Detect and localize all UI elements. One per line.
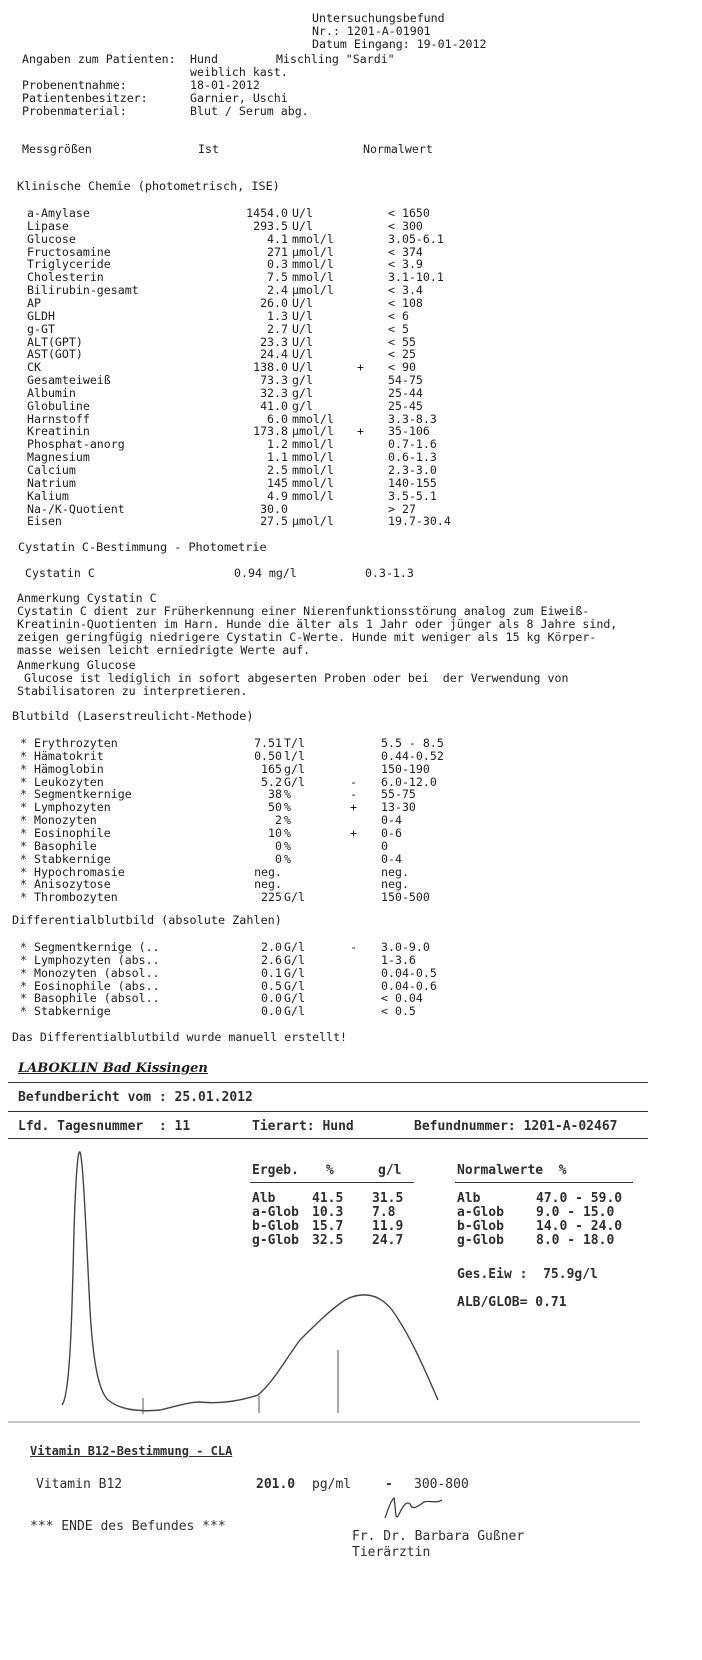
patient-label: Angaben zum Patienten: xyxy=(22,52,176,66)
vitamin-normal: 300-800 xyxy=(414,1477,469,1492)
row-name: Gesamteiweiß xyxy=(27,373,111,388)
row-value: 6.0 xyxy=(267,411,288,426)
row-unit: g/l xyxy=(292,398,313,413)
tagesnummer: Lfd. Tagesnummer : 11 xyxy=(18,1119,191,1134)
row-normal: 0.7-1.6 xyxy=(388,437,437,452)
row-normal: 55-75 xyxy=(381,787,416,802)
material-label: Probenmaterial: xyxy=(22,104,127,118)
report-number: Nr.: 1201-A-01901 xyxy=(312,24,431,38)
row-normal: 0.6-1.3 xyxy=(388,450,437,465)
row-name: a-Amylase xyxy=(27,206,90,220)
row-name: AP xyxy=(27,295,41,310)
glucose-note-title: Anmerkung Glucose xyxy=(17,658,136,672)
cystatin-note-line: Cystatin C dient zur Früherkennung einer Nierenfunktionsstörung analog zum Eiweiß- xyxy=(17,604,590,618)
row-flag: - xyxy=(350,940,357,954)
fraction-percent: 15.7 xyxy=(312,1219,344,1234)
row-unit: U/l xyxy=(292,218,313,233)
receipt-date: Datum Eingang: 19-01-2012 xyxy=(312,37,487,51)
row-normal: < 0.04 xyxy=(381,991,423,1006)
fraction-gl: 24.7 xyxy=(372,1233,404,1248)
row-value: 0.5 xyxy=(261,978,282,993)
fraction-name: g-Glob xyxy=(252,1233,299,1248)
row-unit: g/l xyxy=(284,761,305,776)
row-unit: G/l xyxy=(284,991,305,1006)
row-name: AST(GOT) xyxy=(27,347,83,362)
row-value: 225 xyxy=(261,890,282,905)
row-name: * Lymphozyten xyxy=(20,800,111,815)
row-normal: < 55 xyxy=(388,334,416,349)
row-value: 145 xyxy=(267,475,288,490)
row-unit: % xyxy=(284,851,291,866)
row-unit: mmol/l xyxy=(292,450,334,465)
row-normal: 0-4 xyxy=(381,851,402,866)
row-normal: 0.04-0.5 xyxy=(381,965,437,980)
row-name: Albumin xyxy=(27,385,76,400)
doctor-role: Tierärztin xyxy=(352,1545,431,1560)
row-normal: neg. xyxy=(381,877,409,892)
fraction-normal-name: b-Glob xyxy=(457,1219,504,1234)
col-header-ist: Ist xyxy=(198,142,219,156)
patient-sex: weiblich kast. xyxy=(190,65,288,79)
row-normal: 0-6 xyxy=(381,825,402,840)
row-normal: 140-155 xyxy=(388,475,437,490)
col-gl: g/l xyxy=(378,1163,402,1178)
tierart: Tierart: Hund xyxy=(252,1119,354,1134)
patient-species: Hund xyxy=(190,52,218,66)
row-normal: < 1650 xyxy=(388,206,430,220)
row-name: * Anisozytose xyxy=(20,877,111,892)
fraction-normal-name: g-Glob xyxy=(457,1233,504,1248)
row-name: Phosphat-anorg xyxy=(27,437,125,452)
row-name: * Basophile xyxy=(20,838,97,853)
section-title-cystatin: Cystatin C-Bestimmung - Photometrie xyxy=(18,540,267,554)
material-value: Blut / Serum abg. xyxy=(190,104,309,118)
row-value: neg. xyxy=(254,864,282,879)
fraction-normal-range: 9.0 - 15.0 xyxy=(536,1205,615,1220)
row-value: 0.50 xyxy=(254,748,282,763)
row-name: * Erythrozyten xyxy=(20,736,118,750)
row-unit: U/l xyxy=(292,360,313,375)
row-normal: 19.7-30.4 xyxy=(388,514,451,529)
row-value: neg. xyxy=(254,877,282,892)
row-unit: mmol/l xyxy=(292,231,334,246)
section-title-differential: Differentialblutbild (absolute Zahlen) xyxy=(12,913,282,927)
row-flag: + xyxy=(350,800,357,815)
row-value: 30.0 xyxy=(260,501,288,516)
row-unit: mmol/l xyxy=(292,463,334,477)
row-name: Natrium xyxy=(27,475,76,490)
row-name: Calcium xyxy=(27,463,76,477)
col-ergeb: Ergeb. xyxy=(252,1163,299,1178)
row-value: 73.3 xyxy=(260,373,288,388)
row-normal: < 3.4 xyxy=(388,283,423,298)
row-value: 1454.0 xyxy=(246,206,288,220)
row-value: 50 xyxy=(268,800,282,815)
row-unit: G/l xyxy=(284,965,305,980)
row-flag: + xyxy=(357,360,364,375)
row-name: CK xyxy=(27,360,41,375)
section-title-blutbild: Blutbild (Laserstreulicht-Methode) xyxy=(12,709,254,723)
row-name: Bilirubin-gesamt xyxy=(27,283,139,298)
row-value: 2.7 xyxy=(267,321,288,336)
fraction-percent: 10.3 xyxy=(312,1205,344,1220)
row-unit: G/l xyxy=(284,774,305,789)
row-value: 1.3 xyxy=(267,308,288,323)
row-normal: 5.5 - 8.5 xyxy=(381,736,444,750)
glucose-note-line: Stabilisatoren zu interpretieren. xyxy=(17,684,248,698)
row-normal: 0 xyxy=(381,838,388,853)
row-value: 38 xyxy=(268,787,282,802)
row-value: 23.3 xyxy=(260,334,288,349)
row-value: 0 xyxy=(275,851,282,866)
col-header-messgroessen: Messgrößen xyxy=(22,142,92,156)
row-name: * Monozyten xyxy=(20,813,97,828)
fraction-name: b-Glob xyxy=(252,1219,299,1234)
row-value: 0.0 xyxy=(261,991,282,1006)
row-name: Cholesterin xyxy=(27,270,104,285)
row-value: 0.1 xyxy=(261,965,282,980)
cystatin-normal: 0.3-1.3 xyxy=(365,566,414,580)
row-unit: mmol/l xyxy=(292,475,334,490)
row-unit: U/l xyxy=(292,334,313,349)
section-title-klinische-chemie: Klinische Chemie (photometrisch, ISE) xyxy=(17,179,280,193)
row-unit: G/l xyxy=(284,952,305,967)
row-normal: 3.5-5.1 xyxy=(388,488,437,503)
row-unit: G/l xyxy=(284,940,305,954)
report-title: Untersuchungsbefund xyxy=(312,11,445,25)
row-value: 165 xyxy=(261,761,282,776)
row-normal: 2.3-3.0 xyxy=(388,463,437,477)
row-normal: 150-500 xyxy=(381,890,430,905)
differential-footer: Das Differentialblutbild wurde manuell erstellt! xyxy=(12,1030,348,1044)
row-value: 27.5 xyxy=(260,514,288,529)
row-name: * Thrombozyten xyxy=(20,890,118,905)
row-unit: G/l xyxy=(284,978,305,993)
cystatin-note-line: zeigen geringfügig niedrigere Cystatin C-Werte. Hunde mit weniger als 15 kg Körper- xyxy=(17,630,597,644)
fraction-gl: 31.5 xyxy=(372,1191,404,1206)
row-unit: % xyxy=(284,813,291,828)
row-unit: G/l xyxy=(284,1004,305,1019)
cystatin-name: Cystatin C xyxy=(25,566,95,580)
row-value: 24.4 xyxy=(260,347,288,362)
cystatin-note-line: Kreatinin-Quotienten im Harn. Hunde die älter als 1 Jahr oder jünger als 8 Jahre sind, xyxy=(17,617,618,631)
cystatin-value: 0.94 mg/l xyxy=(234,566,297,580)
fraction-name: a-Glob xyxy=(252,1205,299,1220)
signature xyxy=(380,1490,450,1530)
row-name: Lipase xyxy=(27,218,69,233)
row-normal: 1-3.6 xyxy=(381,952,416,967)
fraction-normal-range: 8.0 - 18.0 xyxy=(536,1233,615,1248)
row-unit: µmol/l xyxy=(292,424,334,439)
vitamin-flag: - xyxy=(385,1477,393,1492)
row-normal: 0.04-0.6 xyxy=(381,978,437,993)
row-normal: 25-45 xyxy=(388,398,423,413)
row-unit: l/l xyxy=(284,748,305,763)
row-value: 2.0 xyxy=(261,940,282,954)
cystatin-note-title: Anmerkung Cystatin C xyxy=(17,591,157,605)
vitamin-name: Vitamin B12 xyxy=(36,1477,123,1492)
row-name: * Stabkernige xyxy=(20,851,111,866)
glucose-note-line: Glucose ist lediglich in sofort abgeserten Proben oder bei der Verwendung von xyxy=(17,671,569,685)
row-normal: 3.3-8.3 xyxy=(388,411,437,426)
row-value: 7.5 xyxy=(267,270,288,285)
fraction-normal-range: 14.0 - 24.0 xyxy=(536,1219,623,1234)
row-name: * Hypochromasie xyxy=(20,864,125,879)
fraction-percent: 32.5 xyxy=(312,1233,344,1248)
row-normal: < 374 xyxy=(388,244,423,259)
row-unit: G/l xyxy=(284,890,305,905)
fraction-normal-name: Alb xyxy=(457,1191,481,1206)
row-name: Magnesium xyxy=(27,450,90,465)
owner-name: Garnier, Uschi xyxy=(190,91,288,105)
row-value: 0.0 xyxy=(261,1004,282,1019)
row-name: * Hämoglobin xyxy=(20,761,104,776)
row-flag: - xyxy=(350,774,357,789)
cystatin-note-line: masse weisen leicht erniedrigte Werte auf. xyxy=(17,643,311,657)
row-normal: 0-4 xyxy=(381,813,402,828)
row-unit: % xyxy=(284,825,291,840)
befundbericht-date: Befundbericht vom : 25.01.2012 xyxy=(18,1090,253,1105)
row-name: g-GT xyxy=(27,321,55,336)
row-normal: < 300 xyxy=(388,218,423,233)
fraction-percent: 41.5 xyxy=(312,1191,344,1206)
row-normal: 6.0-12.0 xyxy=(381,774,437,789)
row-name: Kreatinin xyxy=(27,424,90,439)
row-name: * Hämatokrit xyxy=(20,748,104,763)
row-name: Globuline xyxy=(27,398,90,413)
row-unit: µmol/l xyxy=(292,283,334,298)
row-normal: < 3.9 xyxy=(388,257,423,272)
row-normal: < 90 xyxy=(388,360,416,375)
total-protein: Ges.Eiw : 75.9g/l xyxy=(457,1267,598,1282)
row-value: 0 xyxy=(275,838,282,853)
row-normal: < 5 xyxy=(388,321,409,336)
row-name: Glucose xyxy=(27,231,76,246)
befundnummer: Befundnummer: 1201-A-02467 xyxy=(414,1119,618,1134)
row-unit: g/l xyxy=(292,385,313,400)
row-normal: 54-75 xyxy=(388,373,423,388)
row-value: 10 xyxy=(268,825,282,840)
row-name: * Monozyten (absol.. xyxy=(20,965,160,980)
row-value: 2 xyxy=(275,813,282,828)
report-end: *** ENDE des Befundes *** xyxy=(30,1519,226,1534)
row-unit: T/l xyxy=(284,736,305,750)
row-name: * Basophile (absol.. xyxy=(20,991,160,1006)
row-value: 1.2 xyxy=(267,437,288,452)
row-unit: µmol/l xyxy=(292,514,334,529)
vitamin-unit: pg/ml xyxy=(312,1477,352,1492)
row-name: Triglyceride xyxy=(27,257,111,272)
row-value: 2.5 xyxy=(267,463,288,477)
row-name: Fructosamine xyxy=(27,244,111,259)
row-value: 0.3 xyxy=(267,257,288,272)
row-normal: 0.44-0.52 xyxy=(381,748,444,763)
row-normal: neg. xyxy=(381,864,409,879)
row-unit: U/l xyxy=(292,347,313,362)
row-name: GLDH xyxy=(27,308,55,323)
row-normal: < 25 xyxy=(388,347,416,362)
col-normalwerte: Normalwerte % xyxy=(457,1163,567,1178)
row-flag: + xyxy=(350,825,357,840)
row-unit: µmol/l xyxy=(292,244,334,259)
row-value: 7.51 xyxy=(254,736,282,750)
row-normal: > 27 xyxy=(388,501,416,516)
row-unit: % xyxy=(284,787,291,802)
row-value: 173.8 xyxy=(253,424,288,439)
row-normal: 3.05-6.1 xyxy=(388,231,444,246)
row-value: 2.4 xyxy=(267,283,288,298)
row-value: 26.0 xyxy=(260,295,288,310)
lab-name-stamp: LABOKLIN Bad Kissingen xyxy=(18,1061,208,1076)
fraction-normal-range: 47.0 - 59.0 xyxy=(536,1191,623,1206)
row-unit: U/l xyxy=(292,321,313,336)
row-name: Kalium xyxy=(27,488,69,503)
row-unit: g/l xyxy=(292,373,313,388)
vitamin-value: 201.0 xyxy=(256,1477,296,1492)
patient-name: Mischling "Sardi" xyxy=(276,52,395,66)
row-value: 32.3 xyxy=(260,385,288,400)
row-unit: mmol/l xyxy=(292,488,334,503)
row-normal: < 6 xyxy=(388,308,409,323)
row-name: * Eosinophile xyxy=(20,825,111,840)
row-normal: 25-44 xyxy=(388,385,423,400)
row-unit: mmol/l xyxy=(292,437,334,452)
row-value: 2.6 xyxy=(261,952,282,967)
row-name: * Leukozyten xyxy=(20,774,104,789)
row-value: 4.1 xyxy=(267,231,288,246)
col-percent: % xyxy=(326,1163,334,1178)
row-unit: mmol/l xyxy=(292,270,334,285)
row-name: * Segmentkernige xyxy=(20,787,132,802)
row-normal: 3.1-10.1 xyxy=(388,270,444,285)
row-normal: 150-190 xyxy=(381,761,430,776)
fraction-normal-name: a-Glob xyxy=(457,1205,504,1220)
row-name: * Eosinophile (abs.. xyxy=(20,978,160,993)
owner-label: Patientenbesitzer: xyxy=(22,91,148,105)
row-normal: < 108 xyxy=(388,295,423,310)
row-flag: + xyxy=(357,424,364,439)
row-unit: mmol/l xyxy=(292,411,334,426)
doctor-name: Fr. Dr. Barbara Gußner xyxy=(352,1529,525,1544)
row-name: Eisen xyxy=(27,514,62,529)
row-value: 271 xyxy=(267,244,288,259)
fraction-gl: 7.8 xyxy=(372,1205,396,1220)
sample-date: 18-01-2012 xyxy=(190,78,260,92)
row-unit: U/l xyxy=(292,295,313,310)
row-normal: 3.0-9.0 xyxy=(381,940,430,954)
sample-date-label: Probenentnahme: xyxy=(22,78,127,92)
row-unit: U/l xyxy=(292,308,313,323)
row-name: Na-/K-Quotient xyxy=(27,501,125,516)
row-name: Harnstoff xyxy=(27,411,90,426)
row-flag: - xyxy=(350,787,357,802)
col-header-normalwert: Normalwert xyxy=(363,142,433,156)
row-normal: < 0.5 xyxy=(381,1004,416,1019)
row-value: 138.0 xyxy=(253,360,288,375)
row-name: * Segmentkernige (.. xyxy=(20,940,160,954)
row-value: 293.5 xyxy=(253,218,288,233)
row-normal: 13-30 xyxy=(381,800,416,815)
fraction-gl: 11.9 xyxy=(372,1219,404,1234)
curve-line xyxy=(62,1152,438,1411)
row-unit: % xyxy=(284,838,291,853)
section-title-vitamin: Vitamin B12-Bestimmung - CLA xyxy=(30,1444,233,1458)
row-value: 41.0 xyxy=(260,398,288,413)
row-name: * Lymphozyten (abs.. xyxy=(20,952,160,967)
row-normal: 35-106 xyxy=(388,424,430,439)
alb-glob-ratio: ALB/GLOB= 0.71 xyxy=(457,1295,567,1310)
row-value: 5.2 xyxy=(261,774,282,789)
row-unit: % xyxy=(284,800,291,815)
row-name: * Stabkernige xyxy=(20,1004,111,1019)
row-unit: mmol/l xyxy=(292,257,334,272)
row-value: 1.1 xyxy=(267,450,288,465)
fraction-name: Alb xyxy=(252,1191,276,1206)
row-value: 4.9 xyxy=(267,488,288,503)
row-name: ALT(GPT) xyxy=(27,334,83,349)
row-unit: U/l xyxy=(292,206,313,220)
